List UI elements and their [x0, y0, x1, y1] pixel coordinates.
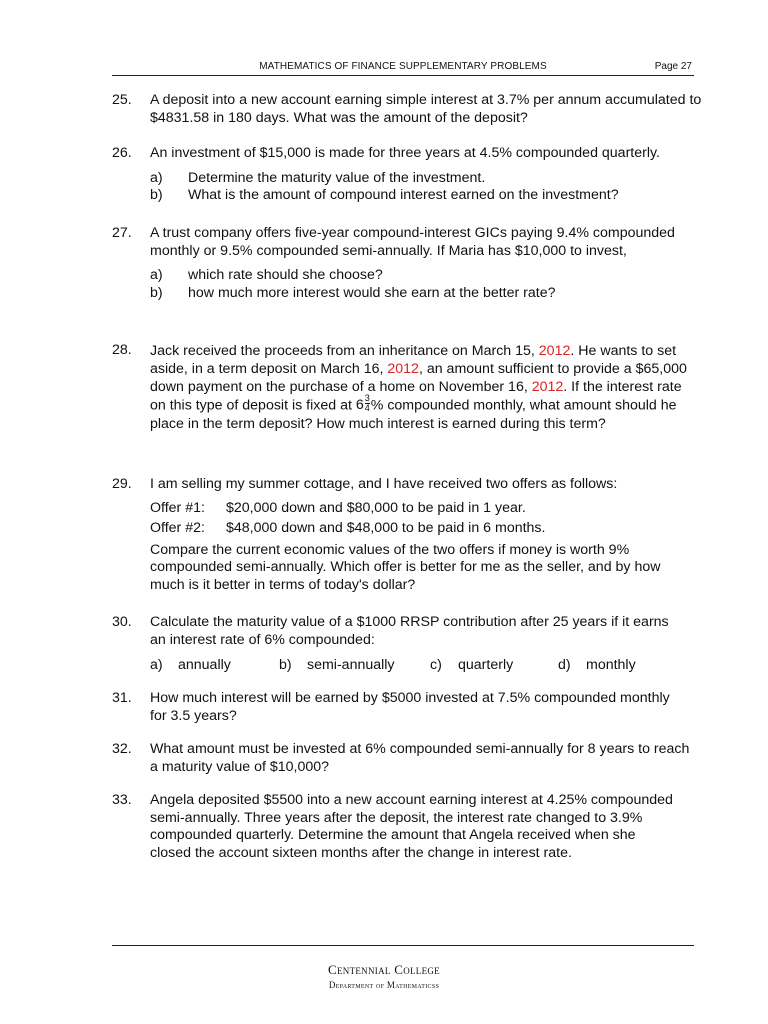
problem-32 — [112, 741, 702, 776]
text-run: , an amount sufficient to provide a $65,000 down payment on the purchase of a home on November 16, — [150, 361, 687, 395]
page-header — [112, 58, 694, 76]
problem-25 — [112, 92, 702, 127]
offer-2 — [150, 520, 702, 540]
year-highlight: 2012 — [387, 361, 419, 377]
problem-26 — [112, 145, 702, 205]
problem-text: Angela deposited $5500 into a new account earning interest at 4.25% compounded semi-annually. Three years after the deposit, the interest rate changed to 3.9% compounded quarterly. Determine the amount that Angela received when she closed the account sixteen months after the change in interest rate. — [150, 792, 673, 861]
year-highlight: 2012 — [538, 343, 571, 359]
problem-27 — [112, 225, 702, 302]
interest-rate — [355, 393, 371, 414]
header-title: MATHEMATICS OF FINANCE SUPPLEMENTARY PROBLEMS — [259, 61, 547, 72]
sub-text: which rate should she choose? — [188, 267, 383, 283]
sub-question-a — [150, 267, 702, 285]
problem-number: 28. — [112, 342, 132, 358]
option-b — [279, 657, 395, 675]
option-c — [430, 657, 513, 675]
answer-options — [150, 657, 702, 675]
fraction-denominator: 4 — [364, 403, 370, 413]
problem-28 — [112, 342, 702, 433]
problem-text: A trust company offers five-year compound-interest GICs paying 9.4% compounded monthly or 9.5% compounded semi-annually. If Maria has $10,000 to invest, — [150, 225, 675, 259]
option-label: b) — [279, 657, 292, 673]
sub-label: b) — [150, 187, 163, 203]
problem-text: Calculate the maturity value of a $1000 RRSP contribution after 25 years if it earns an interest rate of 6% compounded: — [150, 614, 669, 648]
college-name: Centennial College — [328, 962, 440, 977]
footer-divider — [112, 945, 694, 946]
problem-text — [150, 342, 695, 433]
problem-text: How much interest will be earned by $5000 invested at 7.5% compounded monthly for 3.5 years? — [150, 690, 670, 724]
offer-1 — [150, 500, 702, 520]
problem-number: 33. — [112, 792, 132, 808]
sub-question-b — [150, 187, 702, 205]
offer-label: Offer #2: — [150, 519, 205, 536]
option-d — [558, 657, 636, 675]
problem-text: A deposit into a new account earning simple interest at 3.7% per annum accumulated to $4831.58 in 180 days. What was the amount of the deposit? — [150, 92, 702, 126]
problem-33 — [112, 792, 702, 862]
problem-text: I am selling my summer cottage, and I have received two offers as follows: — [150, 476, 618, 492]
problem-number: 25. — [112, 92, 132, 108]
offer-text: $20,000 down and $80,000 to be paid in 1 year. — [226, 499, 526, 516]
problem-number: 27. — [112, 225, 132, 241]
problem-29 — [112, 476, 702, 594]
text-run: % compounded monthly, what amount should he place in the term deposit? How much interest is earned during this term? — [150, 397, 677, 432]
year-highlight: 2012 — [531, 379, 564, 395]
page-number: Page 27 — [654, 61, 692, 72]
sub-label: a) — [150, 169, 163, 186]
sub-text: What is the amount of compound interest earned on the investment? — [188, 187, 619, 203]
problem-number: 30. — [112, 614, 132, 630]
text-run: . He wants to set aside, in a term deposit on March 16, — [150, 343, 677, 377]
problem-31 — [112, 690, 702, 725]
sub-label: b) — [150, 284, 163, 301]
option-label: d) — [558, 657, 571, 673]
option-text: monthly — [586, 657, 636, 673]
option-label: c) — [430, 657, 442, 673]
rate-whole: 6 — [355, 397, 364, 414]
problem-number: 32. — [112, 741, 132, 757]
problem-number: 31. — [112, 690, 132, 706]
fraction-numerator: 3 — [364, 393, 370, 403]
problem-text-continued: Compare the current economic values of the two offers if money is worth 9% compounded semi-annually. Which offer is better for me as the seller, and by how much is it better in terms of today's dollar? — [150, 541, 661, 593]
option-text: quarterly — [458, 657, 514, 673]
option-label: a) — [150, 657, 163, 673]
rate-fraction — [365, 394, 370, 413]
problem-text: An investment of $15,000 is made for three years at 4.5% compounded quarterly. — [150, 145, 660, 161]
problem-number: 26. — [112, 145, 132, 161]
sub-label: a) — [150, 267, 163, 283]
problem-number: 29. — [112, 476, 132, 492]
option-text: annually — [178, 657, 231, 673]
problem-30 — [112, 614, 702, 675]
department-name: Department of Mathematicss — [328, 980, 440, 990]
offer-text: $48,000 down and $48,000 to be paid in 6 months. — [226, 519, 546, 536]
sub-question-b — [150, 285, 702, 303]
text-run: Jack received the proceeds from an inheritance on March 15, — [150, 343, 535, 359]
option-text: semi-annually — [307, 657, 395, 673]
text-run: . If the interest rate on this type of deposit is fixed at — [150, 379, 682, 414]
option-a — [150, 657, 231, 675]
problem-text: What amount must be invested at 6% compounded semi-annually for 8 years to reach a maturity value of $10,000? — [150, 741, 690, 775]
sub-question-a — [150, 170, 702, 188]
sub-text: Determine the maturity value of the investment. — [188, 169, 486, 186]
offer-label: Offer #1: — [150, 499, 205, 516]
sub-text: how much more interest would she earn at the better rate? — [188, 284, 556, 301]
